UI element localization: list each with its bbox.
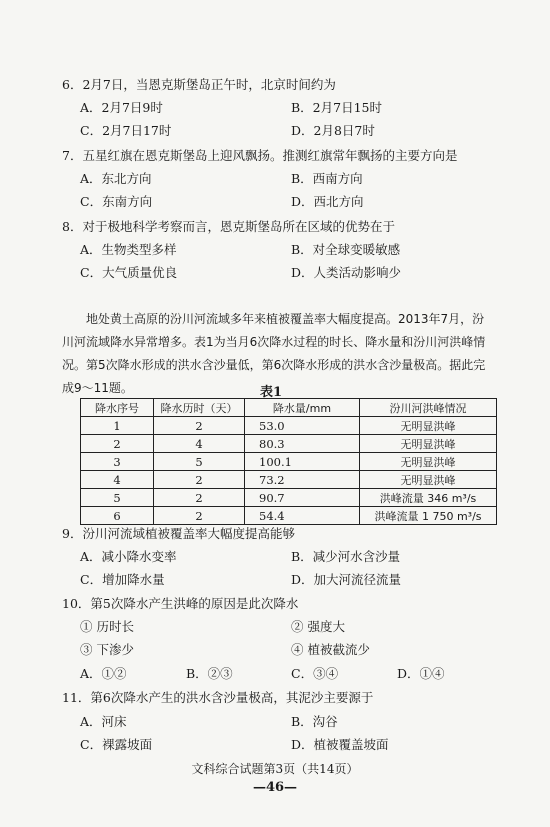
table-row [81, 471, 497, 489]
header-cell: 汾川河洪峰情况 [360, 399, 497, 417]
question-11-option-c: C．裸露坡面 [80, 737, 153, 752]
header-cell: 降水量/mm [245, 399, 360, 417]
question-7-option-b: B．西南方向 [291, 171, 363, 186]
question-10-option-a: A．①② [80, 666, 127, 681]
table-cell: 53.0 [245, 417, 360, 435]
table-cell: 54.4 [245, 507, 360, 525]
table-cell: 洪峰流量 346 m³/s [360, 489, 497, 507]
table-cell: 无明显洪峰 [360, 417, 497, 435]
table-cell: 4 [154, 435, 245, 453]
table-cell: 1 [81, 417, 154, 435]
question-10-item-2: ② 强度大 [291, 619, 345, 634]
question-6-option-b: B．2月7日15时 [291, 100, 382, 115]
question-9-option-a: A．减小降水变率 [80, 549, 177, 564]
table-cell: 80.3 [245, 435, 360, 453]
header-cell: 降水历时（天） [154, 399, 245, 417]
table-cell: 2 [154, 471, 245, 489]
question-10-option-b: B．②③ [186, 666, 233, 681]
footer-page-info: 文科综合试题第3页（共14页） [191, 762, 359, 776]
question-9-option-d: D．加大河流径流量 [291, 572, 402, 587]
question-6-option-c: C．2月7日17时 [80, 123, 172, 138]
table-row [81, 489, 497, 507]
question-6-option-a: A．2月7日9时 [80, 100, 163, 115]
table-cell: 无明显洪峰 [360, 453, 497, 471]
table-header-row [81, 399, 497, 417]
table-row [81, 435, 497, 453]
table-cell: 2 [81, 435, 154, 453]
table-title: 表1 [260, 385, 283, 400]
table-cell: 洪峰流量 1 750 m³/s [360, 507, 497, 525]
question-10-item-1: ① 历时长 [80, 619, 134, 634]
table-cell: 3 [81, 453, 154, 471]
passage-text: 地处黄土高原的汾川河流域多年来植被覆盖率大幅度提高。2013年7月，汾川河流域降水异常增多。表1为当月6次降水过程的时长、降水量和汾川河洪峰情况。第5次降水形成的洪水含沙量低，第6次降水形成的洪水含沙量极高。据此完成9～11题。 [62, 312, 486, 395]
question-7-option-d: D．西北方向 [291, 194, 364, 209]
question-8-option-c: C．大气质量优良 [80, 265, 178, 280]
footer-page-number: —46— [252, 780, 298, 795]
question-11-option-b: B．沟谷 [291, 714, 338, 729]
question-7-option-a: A．东北方向 [80, 171, 152, 186]
table-cell: 2 [154, 507, 245, 525]
question-10-item-3: ③ 下渗少 [80, 642, 134, 657]
question-6-stem: 6．2月7日，当恩克斯堡岛正午时，北京时间约为 [62, 77, 336, 92]
question-10-option-c: C．③④ [291, 666, 339, 681]
question-9-option-c: C．增加降水量 [80, 572, 165, 587]
table-cell: 无明显洪峰 [360, 435, 497, 453]
question-10-stem: 10．第5次降水产生洪峰的原因是此次降水 [62, 596, 299, 611]
table-cell: 90.7 [245, 489, 360, 507]
question-9-option-b: B．减少河水含沙量 [291, 549, 401, 564]
question-11-stem: 11．第6次降水产生的洪水含沙量极高，其泥沙主要源于 [62, 690, 374, 705]
question-11-option-a: A．河床 [80, 714, 127, 729]
table-row [81, 507, 497, 525]
question-10-item-4: ④ 植被截流少 [291, 642, 370, 657]
table-cell: 5 [81, 489, 154, 507]
table-cell: 6 [81, 507, 154, 525]
table-row [81, 417, 497, 435]
question-8-option-a: A．生物类型多样 [80, 242, 177, 257]
table-cell: 4 [81, 471, 154, 489]
question-7-stem: 7．五星红旗在恩克斯堡岛上迎风飘扬。推测红旗常年飘扬的主要方向是 [62, 148, 458, 163]
question-8-option-d: D．人类活动影响少 [291, 265, 402, 280]
table-cell: 5 [154, 453, 245, 471]
question-6-option-d: D．2月8日7时 [291, 123, 375, 138]
question-9-stem: 9．汾川河流域植被覆盖率大幅度提高能够 [62, 526, 295, 541]
table-cell: 100.1 [245, 453, 360, 471]
question-8-option-b: B．对全球变暖敏感 [291, 242, 401, 257]
header-cell: 降水序号 [81, 399, 154, 417]
question-10-option-d: D．①④ [397, 666, 445, 681]
table-cell: 2 [154, 417, 245, 435]
table-row [81, 453, 497, 471]
rainfall-table [80, 398, 497, 525]
question-11-option-d: D．植被覆盖坡面 [291, 737, 389, 752]
question-8-stem: 8．对于极地科学考察而言，恩克斯堡岛所在区域的优势在于 [62, 219, 395, 234]
table-cell: 2 [154, 489, 245, 507]
question-7-option-c: C．东南方向 [80, 194, 153, 209]
table-cell: 无明显洪峰 [360, 471, 497, 489]
table-cell: 73.2 [245, 471, 360, 489]
